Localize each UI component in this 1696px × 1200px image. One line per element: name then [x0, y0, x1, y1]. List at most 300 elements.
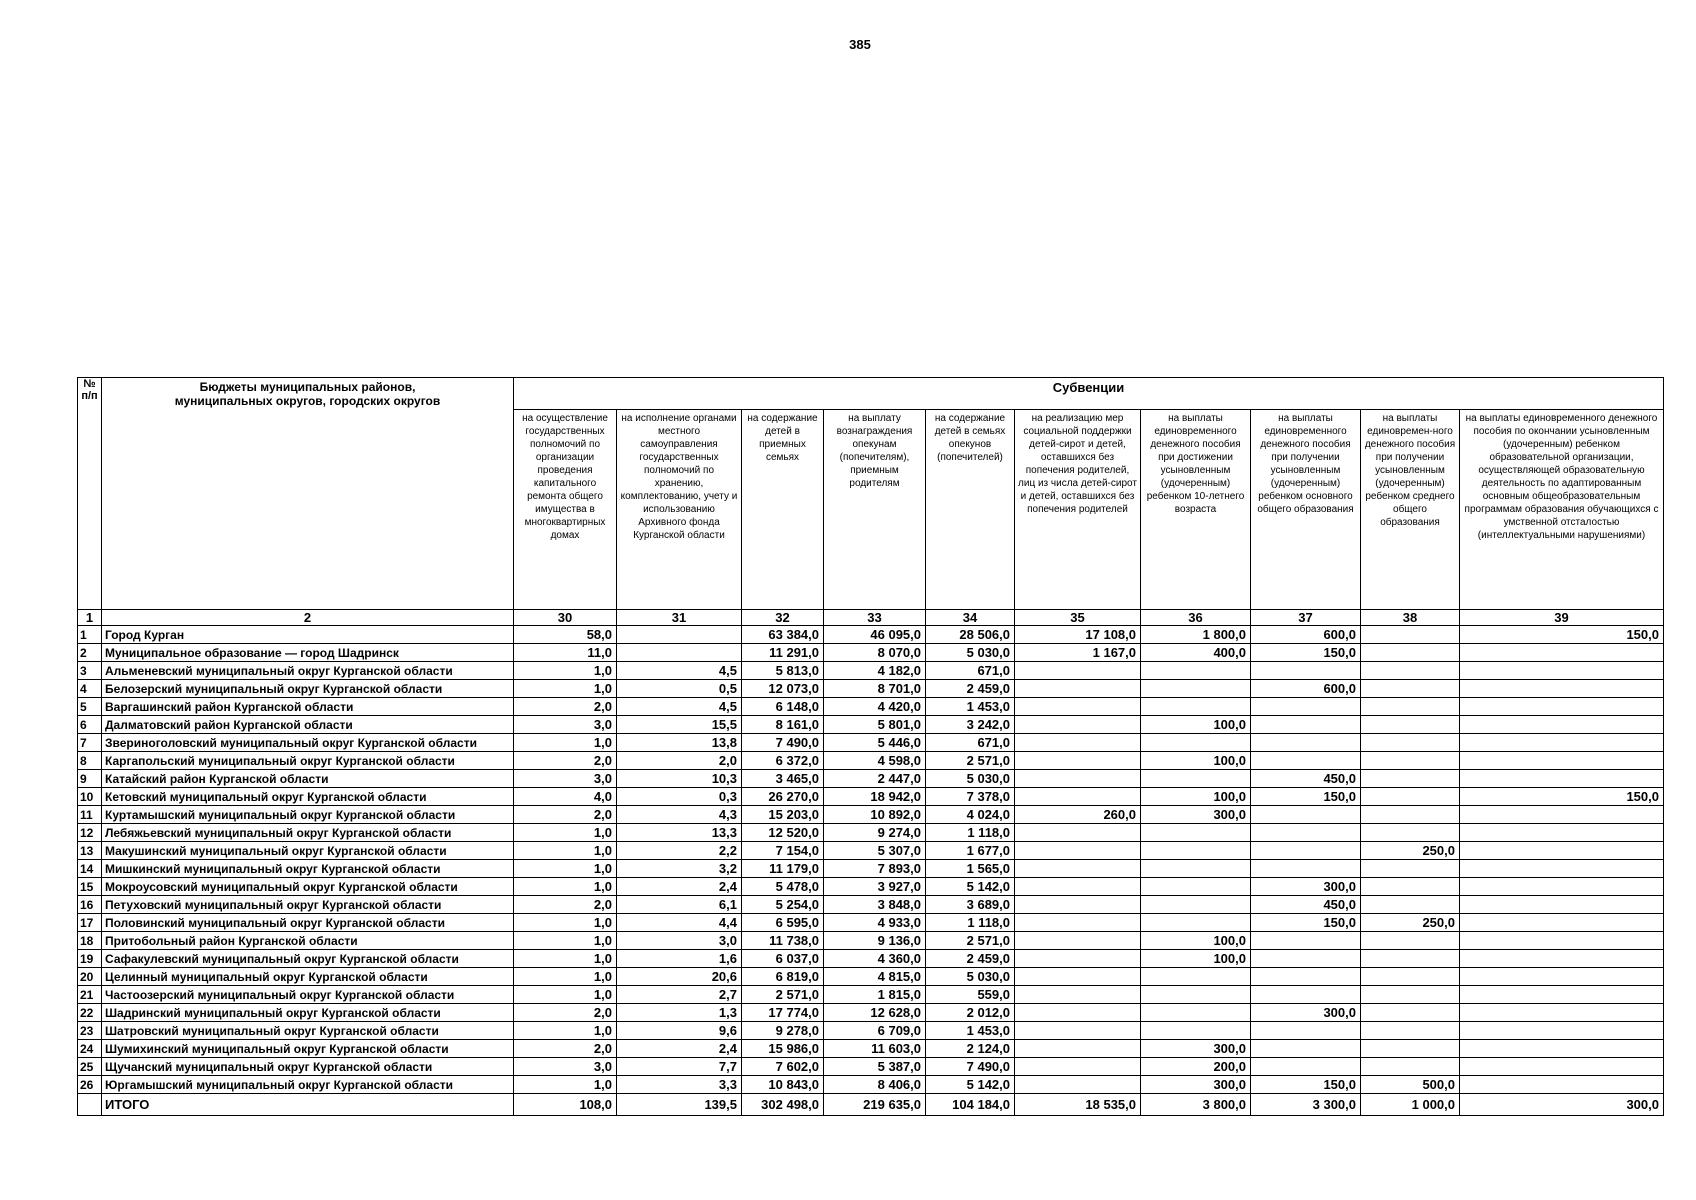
budget-name: Кетовский муниципальный округ Курганской области: [102, 788, 514, 806]
value-cell: [1361, 698, 1460, 716]
value-cell: 4,3: [617, 806, 742, 824]
value-cell: [1015, 698, 1141, 716]
value-cell: [1460, 716, 1664, 734]
table-row: [78, 950, 1664, 968]
value-cell: [1251, 932, 1361, 950]
budget-name: Далматовский район Курганской области: [102, 716, 514, 734]
value-cell: [1015, 1076, 1141, 1094]
value-cell: 9 274,0: [824, 824, 926, 842]
value-cell: [1141, 680, 1251, 698]
value-cell: 500,0: [1361, 1076, 1460, 1094]
total-value-cell: 3 300,0: [1251, 1094, 1361, 1116]
value-cell: [1460, 1076, 1664, 1094]
value-cell: 1 118,0: [926, 824, 1015, 842]
budget-name: Сафакулевский муниципальный округ Курганской области: [102, 950, 514, 968]
total-value-cell: 104 184,0: [926, 1094, 1015, 1116]
value-cell: 250,0: [1361, 842, 1460, 860]
value-cell: [1361, 968, 1460, 986]
value-cell: 6 037,0: [742, 950, 824, 968]
header-subventions: Субвенции: [514, 378, 1664, 410]
value-cell: [1361, 716, 1460, 734]
value-cell: [1015, 914, 1141, 932]
value-cell: [1361, 770, 1460, 788]
budget-name: Щучанский муниципальный округ Курганской области: [102, 1058, 514, 1076]
subheader-col-38: на выплаты единовремен-ного денежного пособия при получении усыновленным (удочеренным) ребенком среднего общего образования: [1361, 410, 1460, 610]
value-cell: 2,0: [514, 1004, 617, 1022]
value-cell: 5 030,0: [926, 770, 1015, 788]
value-cell: 5 254,0: [742, 896, 824, 914]
value-cell: 1,0: [514, 680, 617, 698]
value-cell: 1 453,0: [926, 1022, 1015, 1040]
value-cell: 5 142,0: [926, 1076, 1015, 1094]
value-cell: [1361, 626, 1460, 644]
value-cell: [1251, 716, 1361, 734]
budget-name: Лебяжьевский муниципальный округ Курганской области: [102, 824, 514, 842]
budget-name: Муниципальное образование — город Шадринск: [102, 644, 514, 662]
value-cell: 260,0: [1015, 806, 1141, 824]
value-cell: 9 278,0: [742, 1022, 824, 1040]
table-row: [78, 1076, 1664, 1094]
column-number: 30: [514, 610, 617, 626]
value-cell: [1361, 1022, 1460, 1040]
value-cell: [1251, 986, 1361, 1004]
value-cell: [1251, 1058, 1361, 1076]
value-cell: 5 446,0: [824, 734, 926, 752]
row-number: 25: [78, 1058, 102, 1076]
value-cell: [1141, 860, 1251, 878]
value-cell: [1460, 1058, 1664, 1076]
row-number: 7: [78, 734, 102, 752]
value-cell: 300,0: [1141, 1076, 1251, 1094]
value-cell: 1,0: [514, 1076, 617, 1094]
value-cell: 13,3: [617, 824, 742, 842]
table-row: [78, 968, 1664, 986]
value-cell: [1460, 752, 1664, 770]
row-number: 24: [78, 1040, 102, 1058]
value-cell: [1141, 968, 1251, 986]
value-cell: 2 571,0: [742, 986, 824, 1004]
value-cell: 5 478,0: [742, 878, 824, 896]
value-cell: [1251, 734, 1361, 752]
value-cell: [1460, 1022, 1664, 1040]
value-cell: 1,0: [514, 932, 617, 950]
value-cell: 4 933,0: [824, 914, 926, 932]
budget-name: Целинный муниципальный округ Курганской области: [102, 968, 514, 986]
value-cell: [1460, 968, 1664, 986]
value-cell: [1015, 752, 1141, 770]
total-value-cell: 219 635,0: [824, 1094, 926, 1116]
value-cell: 1,0: [514, 968, 617, 986]
value-cell: [1460, 698, 1664, 716]
value-cell: 3,0: [617, 932, 742, 950]
value-cell: [1460, 1004, 1664, 1022]
value-cell: 10,3: [617, 770, 742, 788]
value-cell: [1141, 986, 1251, 1004]
value-cell: 100,0: [1141, 932, 1251, 950]
row-number: 11: [78, 806, 102, 824]
value-cell: 7,7: [617, 1058, 742, 1076]
value-cell: 5 801,0: [824, 716, 926, 734]
budget-name: Город Курган: [102, 626, 514, 644]
value-cell: 1,0: [514, 878, 617, 896]
subheader-col-32: на содержание детей в приемных семьях: [742, 410, 824, 610]
total-value-cell: 3 800,0: [1141, 1094, 1251, 1116]
table-row: [78, 1058, 1664, 1076]
value-cell: [1460, 680, 1664, 698]
row-number: 22: [78, 1004, 102, 1022]
total-value-cell: 139,5: [617, 1094, 742, 1116]
value-cell: [1361, 932, 1460, 950]
budget-name: Варгашинский район Курганской области: [102, 698, 514, 716]
value-cell: 5 387,0: [824, 1058, 926, 1076]
table-row: [78, 1022, 1664, 1040]
value-cell: 2,0: [617, 752, 742, 770]
value-cell: [1361, 788, 1460, 806]
value-cell: 100,0: [1141, 788, 1251, 806]
value-cell: 4,4: [617, 914, 742, 932]
value-cell: 5 813,0: [742, 662, 824, 680]
value-cell: 150,0: [1251, 914, 1361, 932]
value-cell: 11 738,0: [742, 932, 824, 950]
value-cell: [1015, 968, 1141, 986]
value-cell: [1460, 734, 1664, 752]
table-row: [78, 1040, 1664, 1058]
value-cell: [1361, 824, 1460, 842]
row-number: 15: [78, 878, 102, 896]
value-cell: 1 800,0: [1141, 626, 1251, 644]
table-row: [78, 878, 1664, 896]
value-cell: [1251, 824, 1361, 842]
value-cell: 1 167,0: [1015, 644, 1141, 662]
value-cell: 2 447,0: [824, 770, 926, 788]
value-cell: 2 571,0: [926, 932, 1015, 950]
value-cell: 2 012,0: [926, 1004, 1015, 1022]
row-number: 10: [78, 788, 102, 806]
value-cell: 6 819,0: [742, 968, 824, 986]
value-cell: [1251, 662, 1361, 680]
value-cell: 0,3: [617, 788, 742, 806]
value-cell: 6 148,0: [742, 698, 824, 716]
value-cell: 5 030,0: [926, 644, 1015, 662]
value-cell: 600,0: [1251, 680, 1361, 698]
value-cell: [1141, 896, 1251, 914]
header-no: № п/п: [78, 378, 102, 610]
total-row-number: [78, 1094, 102, 1116]
value-cell: 7 378,0: [926, 788, 1015, 806]
row-number: 2: [78, 644, 102, 662]
value-cell: 3 927,0: [824, 878, 926, 896]
value-cell: [1460, 878, 1664, 896]
table-row: [78, 680, 1664, 698]
column-number: 32: [742, 610, 824, 626]
value-cell: 4 815,0: [824, 968, 926, 986]
value-cell: 2,0: [514, 806, 617, 824]
value-cell: 18 942,0: [824, 788, 926, 806]
value-cell: 3 689,0: [926, 896, 1015, 914]
value-cell: [1361, 752, 1460, 770]
value-cell: [1141, 824, 1251, 842]
value-cell: 100,0: [1141, 752, 1251, 770]
subheader-col-36: на выплаты единовременного денежного пособия при достижении усыновленным (удочеренным) ребенком 10-летнего возраста: [1141, 410, 1251, 610]
subheader-col-39: на выплаты единовременного денежного пособия по окончании усыновленным (удочеренным) ребенком образовательной организации, осуществляющей образовательную деятельность по адаптированным основным общеобразовательным программам образования обучающихся с умственной отсталостью (интеллектуальными нарушениями): [1460, 410, 1664, 610]
budget-name: Юргамышский муниципальный округ Курганской области: [102, 1076, 514, 1094]
value-cell: 671,0: [926, 734, 1015, 752]
value-cell: [1015, 788, 1141, 806]
value-cell: 2,4: [617, 878, 742, 896]
value-cell: [1460, 662, 1664, 680]
value-cell: 1,0: [514, 860, 617, 878]
value-cell: [1460, 914, 1664, 932]
value-cell: 1,0: [514, 1022, 617, 1040]
value-cell: 5 307,0: [824, 842, 926, 860]
value-cell: [1015, 986, 1141, 1004]
value-cell: 58,0: [514, 626, 617, 644]
row-number: 16: [78, 896, 102, 914]
value-cell: 11 179,0: [742, 860, 824, 878]
column-number: 34: [926, 610, 1015, 626]
value-cell: [1361, 986, 1460, 1004]
value-cell: [1015, 896, 1141, 914]
value-cell: [1015, 932, 1141, 950]
value-cell: 2,0: [514, 698, 617, 716]
value-cell: [1015, 1040, 1141, 1058]
budget-name: Мишкинский муниципальный округ Курганской области: [102, 860, 514, 878]
value-cell: [1460, 842, 1664, 860]
value-cell: [1361, 1058, 1460, 1076]
value-cell: 7 490,0: [742, 734, 824, 752]
value-cell: 17 774,0: [742, 1004, 824, 1022]
value-cell: 100,0: [1141, 716, 1251, 734]
subheader-col-30: на осуществление государственных полномочий по организации проведения капитального ремонта общего имущества в многоквартирных домах: [514, 410, 617, 610]
value-cell: [1251, 968, 1361, 986]
column-number: 39: [1460, 610, 1664, 626]
value-cell: [1141, 1004, 1251, 1022]
value-cell: 6,1: [617, 896, 742, 914]
value-cell: 2 124,0: [926, 1040, 1015, 1058]
value-cell: 10 892,0: [824, 806, 926, 824]
total-row: [78, 1094, 1664, 1116]
page-number: 385: [849, 37, 871, 52]
value-cell: [1015, 1004, 1141, 1022]
column-number: 2: [102, 610, 514, 626]
value-cell: [1460, 896, 1664, 914]
value-cell: 11,0: [514, 644, 617, 662]
value-cell: 1 565,0: [926, 860, 1015, 878]
value-cell: 4 420,0: [824, 698, 926, 716]
row-number: 8: [78, 752, 102, 770]
value-cell: [1361, 1040, 1460, 1058]
value-cell: [1141, 842, 1251, 860]
value-cell: [1460, 644, 1664, 662]
budget-name: Куртамышский муниципальный округ Курганской области: [102, 806, 514, 824]
value-cell: 3 465,0: [742, 770, 824, 788]
value-cell: 3 242,0: [926, 716, 1015, 734]
value-cell: 17 108,0: [1015, 626, 1141, 644]
value-cell: 300,0: [1141, 806, 1251, 824]
value-cell: 1,0: [514, 662, 617, 680]
value-cell: [1015, 878, 1141, 896]
value-cell: 1,0: [514, 842, 617, 860]
value-cell: 2 571,0: [926, 752, 1015, 770]
value-cell: 8 161,0: [742, 716, 824, 734]
total-value-cell: 108,0: [514, 1094, 617, 1116]
column-number: 37: [1251, 610, 1361, 626]
table-row: [78, 986, 1664, 1004]
value-cell: [1015, 770, 1141, 788]
table-row: [78, 662, 1664, 680]
value-cell: [1251, 698, 1361, 716]
value-cell: 10 843,0: [742, 1076, 824, 1094]
table-row: [78, 842, 1664, 860]
column-number: 38: [1361, 610, 1460, 626]
value-cell: [1251, 1022, 1361, 1040]
value-cell: [1460, 986, 1664, 1004]
row-number: 4: [78, 680, 102, 698]
value-cell: [1015, 860, 1141, 878]
value-cell: [1141, 698, 1251, 716]
value-cell: 300,0: [1251, 1004, 1361, 1022]
value-cell: 12 520,0: [742, 824, 824, 842]
value-cell: 4,0: [514, 788, 617, 806]
row-number: 20: [78, 968, 102, 986]
value-cell: 3 848,0: [824, 896, 926, 914]
value-cell: 3,0: [514, 770, 617, 788]
value-cell: 150,0: [1460, 788, 1664, 806]
value-cell: 8 070,0: [824, 644, 926, 662]
row-number: 18: [78, 932, 102, 950]
value-cell: 1,0: [514, 986, 617, 1004]
value-cell: 8 406,0: [824, 1076, 926, 1094]
total-value-cell: 302 498,0: [742, 1094, 824, 1116]
value-cell: [1460, 860, 1664, 878]
value-cell: [1141, 914, 1251, 932]
column-number: 33: [824, 610, 926, 626]
value-cell: 11 603,0: [824, 1040, 926, 1058]
header-budget-name: Бюджеты муниципальных районов, муниципальных округов, городских округов: [102, 378, 514, 610]
table-row: [78, 824, 1664, 842]
value-cell: [1141, 1022, 1251, 1040]
column-number: 35: [1015, 610, 1141, 626]
value-cell: 200,0: [1141, 1058, 1251, 1076]
value-cell: 1,0: [514, 734, 617, 752]
value-cell: 150,0: [1460, 626, 1664, 644]
value-cell: 13,8: [617, 734, 742, 752]
value-cell: 15,5: [617, 716, 742, 734]
value-cell: [1251, 752, 1361, 770]
budget-name: Притобольный район Курганской области: [102, 932, 514, 950]
value-cell: 8 701,0: [824, 680, 926, 698]
row-number: 19: [78, 950, 102, 968]
value-cell: 300,0: [1251, 878, 1361, 896]
budget-name: Альменевский муниципальный округ Курганской области: [102, 662, 514, 680]
value-cell: 6 595,0: [742, 914, 824, 932]
value-cell: [1015, 662, 1141, 680]
budget-name: Катайский район Курганской области: [102, 770, 514, 788]
budget-name: Макушинский муниципальный округ Курганской области: [102, 842, 514, 860]
value-cell: 2,2: [617, 842, 742, 860]
row-number: 13: [78, 842, 102, 860]
table-row: [78, 716, 1664, 734]
value-cell: 15 203,0: [742, 806, 824, 824]
budget-name: Шатровский муниципальный округ Курганской области: [102, 1022, 514, 1040]
value-cell: [1361, 878, 1460, 896]
table-row: [78, 734, 1664, 752]
value-cell: 400,0: [1141, 644, 1251, 662]
subheader-col-35: на реализацию мер социальной поддержки детей-сирот и детей, оставшихся без попечения родителей, лиц из числа детей-сирот и детей, оставшихся без попечения родителей: [1015, 410, 1141, 610]
total-value-cell: 18 535,0: [1015, 1094, 1141, 1116]
value-cell: 7 490,0: [926, 1058, 1015, 1076]
value-cell: 6 372,0: [742, 752, 824, 770]
value-cell: 5 142,0: [926, 878, 1015, 896]
value-cell: 20,6: [617, 968, 742, 986]
value-cell: 1 118,0: [926, 914, 1015, 932]
value-cell: [1361, 734, 1460, 752]
budget-name: Частоозерский муниципальный округ Курганской области: [102, 986, 514, 1004]
value-cell: [1361, 860, 1460, 878]
value-cell: [1361, 662, 1460, 680]
value-cell: [1015, 680, 1141, 698]
value-cell: 4 024,0: [926, 806, 1015, 824]
table-row: [78, 752, 1664, 770]
budget-name: Звериноголовский муниципальный округ Курганской области: [102, 734, 514, 752]
value-cell: [1251, 860, 1361, 878]
value-cell: 4,5: [617, 698, 742, 716]
table-row: [78, 770, 1664, 788]
row-number: 17: [78, 914, 102, 932]
column-number: 31: [617, 610, 742, 626]
value-cell: [1141, 662, 1251, 680]
value-cell: [1141, 770, 1251, 788]
table-row: [78, 860, 1664, 878]
table-row: [78, 896, 1664, 914]
value-cell: 2 459,0: [926, 680, 1015, 698]
value-cell: 1,0: [514, 950, 617, 968]
value-cell: 11 291,0: [742, 644, 824, 662]
table-row: [78, 914, 1664, 932]
value-cell: [1015, 824, 1141, 842]
value-cell: [1460, 1040, 1664, 1058]
value-cell: 2,0: [514, 1040, 617, 1058]
value-cell: 1 453,0: [926, 698, 1015, 716]
value-cell: [617, 644, 742, 662]
value-cell: 3,0: [514, 1058, 617, 1076]
value-cell: 2,4: [617, 1040, 742, 1058]
value-cell: [1251, 842, 1361, 860]
subheader-col-31: на исполнение органами местного самоуправления государственных полномочий по хранению, комплектованию, учету и использованию Архивного фонда Курганской области: [617, 410, 742, 610]
value-cell: 1 815,0: [824, 986, 926, 1004]
value-cell: 150,0: [1251, 788, 1361, 806]
value-cell: 12 073,0: [742, 680, 824, 698]
value-cell: [1015, 716, 1141, 734]
value-cell: [1361, 680, 1460, 698]
value-cell: [1251, 806, 1361, 824]
table-row: [78, 626, 1664, 644]
value-cell: [1015, 950, 1141, 968]
table-row: [78, 932, 1664, 950]
value-cell: 1,0: [514, 914, 617, 932]
value-cell: [1251, 1040, 1361, 1058]
value-cell: 6 709,0: [824, 1022, 926, 1040]
subheader-col-37: на выплаты единовременного денежного пособия при получении усыновленным (удочеренным) ребенком основного общего образования: [1251, 410, 1361, 610]
value-cell: [1361, 806, 1460, 824]
table-row: [78, 644, 1664, 662]
value-cell: 450,0: [1251, 896, 1361, 914]
value-cell: [1015, 1022, 1141, 1040]
value-cell: 28 506,0: [926, 626, 1015, 644]
table-row: [78, 788, 1664, 806]
value-cell: [1015, 842, 1141, 860]
value-cell: 2 459,0: [926, 950, 1015, 968]
